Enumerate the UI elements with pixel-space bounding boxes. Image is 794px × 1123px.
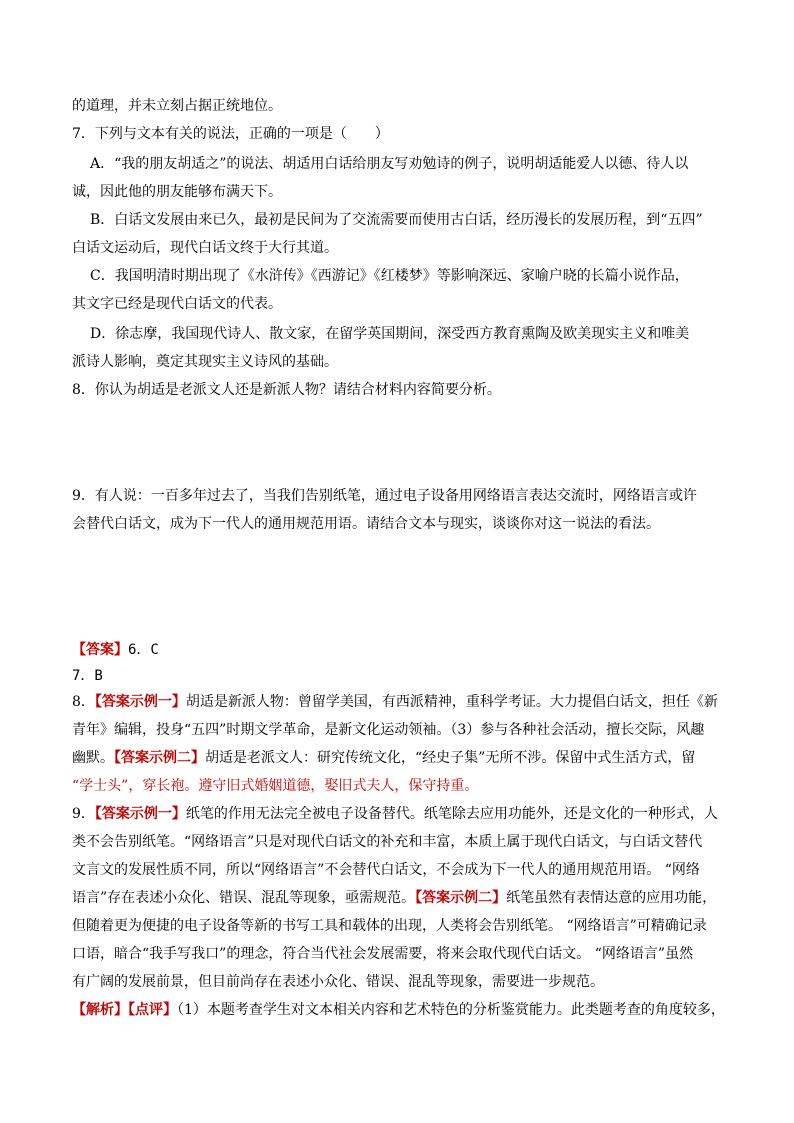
- option-d-line2: 派诗人影响，奠定其现实主义诗风的基础。: [72, 354, 338, 370]
- answer-8-line1: [72, 692, 732, 712]
- answer-9-example2-tag: 【答案示例二】: [415, 890, 507, 906]
- answer-9-number: 9．: [72, 806, 95, 822]
- answer-8-example1-tag: 【答案示例一】: [94, 694, 186, 710]
- answer-9-text: 纸笔的作用无法完全被电子设备替代。纸笔除去应用功能外，还是文化的一种形式，人: [185, 806, 718, 822]
- answer-tag: 【答案】: [72, 642, 128, 658]
- answer-7: 7．B: [72, 668, 103, 684]
- option-c-line1: C．我国明清时期出现了《水浒传》《西游记》《红楼梦》等影响深远、家喻户晓的长篇小说作品，: [90, 268, 689, 284]
- answer-8-text: 胡适是新派人物：曾留学美国，有西派精神，重科学考证。大力提倡白话文，担任《新: [185, 694, 718, 710]
- analysis-line1: [72, 1000, 732, 1020]
- answer-8-line3: [72, 748, 732, 768]
- analysis-text: （1）本题考查学生对文本相关内容和艺术特色的分析鉴赏能力。此类题考查的角度较多，: [177, 1002, 725, 1018]
- answer-6: 6．C: [128, 642, 159, 658]
- option-d-line1: D．徐志摩，我国现代诗人、散文家，在留学英国期间，深受西方教育熏陶及欧美现实主义和唯美: [90, 326, 690, 342]
- answer-9-line3: 文言文的发展性质不同，所以“网络语言”不会替代白话文，不会成为下一代人的通用规范用语。 “网络: [72, 862, 700, 878]
- option-a-line1: A．“我的朋友胡适之”的说法、胡适用白话给朋友写劝勉诗的例子，说明胡适能爱人以德、待人以: [90, 156, 689, 172]
- answer-9-line1: [72, 804, 732, 824]
- answer-8-line2: 青年》编辑，投身“五四”时期文学革命，是新文化运动领袖。（3）参与各种社会活动，擅长交际，风趣: [72, 722, 705, 738]
- answer-9-line6: 口语，暗合“我手写我口”的理念，符合当代社会发展需要，将来会取代现代白话文。 “网络语言”虽然: [72, 946, 694, 962]
- answer-8-number: 8．: [72, 694, 95, 710]
- question-9-line1: 9．有人说：一百多年过去了，当我们告别纸笔，通过电子设备用网络语言表达交流时，网络语言或许: [72, 488, 697, 504]
- option-b-line2: 白话文运动后，现代白话文终于大行其道。: [72, 240, 338, 256]
- question-7: 7．下列与文本有关的说法，正确的一项是（ ）: [72, 126, 389, 142]
- answer-9-text: 纸笔虽然有表情达意的应用功能，: [506, 890, 717, 906]
- answer-9-example1-tag: 【答案示例一】: [94, 806, 186, 822]
- answer-9-text: 语言”存在表述小众化、错误、混乱等现象，亟需规范。: [72, 890, 416, 906]
- option-c-line2: 其文字已经是现代白话文的代表。: [72, 296, 282, 312]
- option-b-line1: B．白话文发展由来已久，最初是民间为了交流需要而使用古白话，经历漫长的发展历程，到“五四”: [90, 212, 703, 228]
- question-8: 8．你认为胡适是老派文人还是新派人物？请结合材料内容简要分析。: [72, 382, 501, 398]
- question-9-line2: 会替代白话文，成为下一代人的通用规范用语。请结合文本与现实，谈谈你对这一说法的看法。: [72, 516, 660, 532]
- answer-9-line4: [72, 888, 732, 908]
- answer-6-line: [72, 640, 732, 660]
- answer-9-line5: 但随着更为便捷的电子设备等新的书写工具和载体的出现，人类将会告别纸笔。 “网络语言”可精确记录: [72, 918, 707, 934]
- answer-8-text: 幽默。: [72, 750, 114, 766]
- text-line: 的道理，并未立刻占据正统地位。: [72, 98, 282, 114]
- answer-8-text: 胡适是老派文人：研究传统文化，“经史子集”无所不涉。保留中式生活方式，留: [205, 750, 696, 766]
- option-a-line2: 诚，因此他的朋友能够布满天下。: [72, 184, 282, 200]
- answer-9-line7: 有广阔的发展前景，但目前尚存在表述小众化、错误、混乱等现象，需要进一步规范。: [72, 974, 604, 990]
- answer-8-line4: “学士头”，穿长袍。遵守旧式婚姻道德，娶旧式夫人，保守持重。: [72, 778, 479, 794]
- analysis-tag: 【解析】【点评】: [72, 1002, 177, 1018]
- answer-9-line2: 类不会告别纸笔。“网络语言”只是对现代白话文的补充和丰富，本质上属于现代白话文，与白话文替代: [72, 834, 703, 850]
- answer-8-example2-tag: 【答案示例二】: [114, 750, 205, 766]
